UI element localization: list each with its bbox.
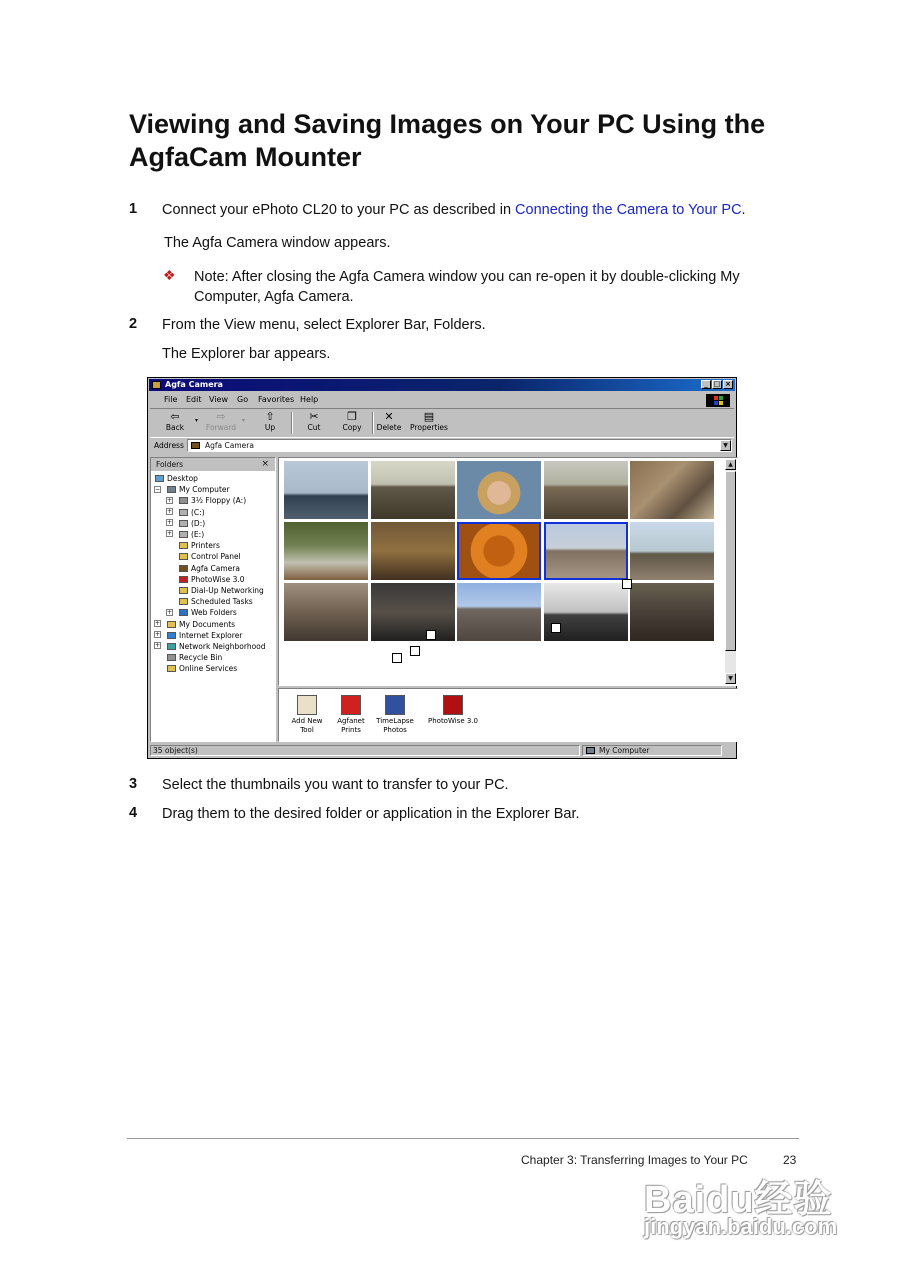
tree-item-label: Web Folders [191, 608, 237, 618]
cross-reference-link[interactable]: Connecting the Camera to Your PC [515, 202, 742, 218]
tool-label: TimeLapse [376, 717, 414, 725]
address-value: Agfa Camera [205, 441, 254, 450]
cut-label: Cut [307, 423, 321, 432]
page-number: 23 [783, 1153, 797, 1167]
menu-edit[interactable]: Edit [186, 395, 202, 404]
tree-item[interactable] [179, 508, 205, 518]
copy-icon: ❐ [347, 410, 357, 423]
tree-item-label: Dial-Up Networking [191, 586, 264, 595]
forward-dropdown-icon[interactable]: ▾ [242, 417, 246, 424]
address-field[interactable] [187, 439, 732, 452]
step-text: Select the thumbnails you want to transfer to your PC. [162, 777, 509, 793]
tree-item-label: Desktop [167, 474, 198, 483]
step-text-part: . [741, 202, 746, 218]
scroll-thumb[interactable] [725, 471, 736, 651]
menu-bar [150, 393, 734, 407]
note-text: Note: After closing the Agfa Camera window you can re-open it by double-clicking My Computer, Agfa Camera. [194, 269, 740, 305]
agfa-logo-icon [341, 695, 361, 715]
folder-icon [167, 621, 176, 628]
photo-thumbnail[interactable] [371, 461, 455, 519]
copy-label: Copy [342, 423, 362, 432]
scissors-icon: ✂ [309, 410, 319, 423]
address-label: Address [154, 441, 184, 450]
delete-x-icon: ✕ [384, 410, 394, 423]
step-result: The Agfa Camera window appears. [164, 235, 391, 251]
expand-icon[interactable]: + [167, 530, 173, 537]
photo-thumbnail[interactable] [284, 583, 368, 641]
drag-cursor-icon [551, 623, 561, 633]
tree-item[interactable] [179, 519, 205, 529]
folder-icon [179, 531, 188, 538]
photo-thumbnail[interactable] [457, 522, 541, 580]
tool-label: Photos [383, 726, 407, 734]
expand-icon[interactable]: + [167, 508, 173, 515]
folder-icon [167, 632, 176, 639]
tree-item-label: PhotoWise 3.0 [191, 574, 245, 584]
folder-icon [179, 553, 188, 560]
tool-timelapse-photos[interactable] [371, 695, 419, 735]
step-text: Drag them to the desired folder or application in the Explorer Bar. [162, 806, 580, 822]
expand-icon[interactable]: + [155, 620, 161, 627]
step-result: The Explorer bar appears. [162, 346, 331, 362]
expand-icon[interactable]: + [167, 497, 173, 504]
step-number: 4 [129, 805, 138, 821]
delete-button[interactable] [372, 410, 406, 436]
tree-item-label: (E:) [191, 530, 205, 539]
status-location-text: My Computer [599, 746, 650, 755]
thumbnail-view [278, 457, 738, 686]
photo-thumbnail[interactable] [284, 522, 368, 580]
properties-label: Properties [410, 423, 448, 432]
tree-item-label: 3½ Floppy (A:) [191, 496, 247, 506]
tool-add-new[interactable] [283, 695, 331, 735]
my-computer-icon [586, 747, 595, 754]
collapse-icon[interactable]: − [155, 486, 161, 493]
expand-icon[interactable]: + [155, 631, 161, 638]
drag-cursor-icon [426, 630, 436, 640]
window-title: Agfa Camera [165, 380, 223, 389]
tree-item[interactable] [167, 485, 230, 495]
delete-label: Delete [376, 423, 402, 432]
expand-icon[interactable]: + [167, 609, 173, 616]
photo-thumbnail[interactable] [544, 461, 628, 519]
forward-arrow-icon: ⇨ [216, 410, 226, 423]
properties-icon: ▤ [423, 410, 435, 423]
folder-icon [179, 542, 188, 549]
copy-button[interactable] [335, 410, 369, 436]
photo-thumbnail[interactable] [630, 522, 714, 580]
tree-item-label: Agfa Camera [191, 563, 240, 573]
tree-item-label: (C:) [191, 507, 205, 517]
close-button[interactable]: × [723, 380, 733, 389]
tree-item[interactable] [179, 552, 241, 562]
step-text: From the View menu, select Explorer Bar, Folders. [162, 317, 486, 333]
watermark-logo-text: Baidu经验 [644, 1179, 833, 1221]
photo-thumbnail[interactable] [630, 461, 714, 519]
menu-favorites[interactable]: Favorites [258, 395, 295, 404]
tree-item-label: Network Neighborhood [179, 642, 266, 651]
folders-pane [150, 457, 276, 742]
footer-chapter: Chapter 3: Transferring Images to Your PC [521, 1153, 748, 1167]
folder-icon [179, 598, 188, 605]
windows-logo-icon [706, 394, 730, 407]
toolbar [150, 408, 734, 438]
folder-icon [179, 520, 188, 527]
back-arrow-icon: ⇦ [170, 410, 180, 423]
menu-go[interactable]: Go [237, 395, 249, 404]
tool-agfanet-prints[interactable] [327, 695, 375, 735]
up-folder-icon: ⇧ [265, 410, 275, 423]
photo-thumbnail[interactable] [371, 583, 455, 641]
folders-header [151, 458, 275, 471]
tree-item-label: My Documents [179, 619, 236, 629]
folder-icon [155, 475, 164, 482]
address-dropdown-icon[interactable]: ▼ [720, 440, 731, 451]
cut-button[interactable] [297, 410, 331, 436]
toolbar-separator [291, 412, 293, 434]
folder-icon [167, 643, 176, 650]
tree-item[interactable] [179, 541, 220, 551]
tree-item-label: Scheduled Tasks [191, 597, 253, 607]
folders-title: Folders [156, 460, 184, 469]
agfa-camera-window [147, 377, 737, 759]
photo-thumbnail[interactable] [630, 583, 714, 641]
folder-icon [167, 665, 176, 672]
tree-item-label: Control Panel [191, 552, 241, 562]
tree-item[interactable] [179, 496, 246, 506]
tool-label: Prints [341, 726, 361, 734]
status-object-count: 35 object(s) [150, 745, 580, 756]
timelapse-camera-icon [385, 695, 405, 715]
tree-item-label: Recycle Bin [179, 653, 223, 663]
tool-label: Agfanet [337, 717, 365, 725]
footer-divider [127, 1138, 799, 1139]
folder-icon [167, 654, 176, 661]
camera-app-icon [152, 381, 161, 389]
step-number: 3 [129, 776, 138, 792]
tool-label: Tool [300, 726, 314, 734]
tree-item-label: Printers [191, 541, 220, 551]
tree-item[interactable] [179, 575, 245, 585]
drag-cursor-icon [622, 579, 632, 589]
step-number: 2 [129, 316, 138, 332]
expand-icon[interactable]: + [155, 642, 161, 649]
vertical-scrollbar[interactable] [725, 459, 736, 684]
forward-button[interactable] [204, 410, 238, 436]
title-bar [149, 379, 735, 391]
camera-folder-icon [191, 442, 200, 449]
menu-help[interactable]: Help [300, 395, 319, 404]
drag-cursor-icon [410, 646, 420, 656]
tree-item[interactable] [167, 620, 235, 630]
tree-item-label: Internet Explorer [179, 630, 243, 640]
tool-label: Add New [291, 717, 323, 725]
tree-item[interactable] [167, 653, 222, 663]
tree-item[interactable] [167, 631, 242, 641]
menu-view[interactable]: View [209, 395, 228, 404]
tree-item-label: My Computer [179, 485, 230, 495]
back-button[interactable] [158, 410, 192, 436]
baidu-watermark [640, 1168, 850, 1248]
expand-icon[interactable]: + [167, 519, 173, 526]
maximize-button[interactable]: □ [713, 380, 721, 388]
minimize-button[interactable]: _ [701, 380, 711, 389]
back-dropdown-icon[interactable]: ▾ [195, 417, 199, 424]
tree-item[interactable] [167, 642, 266, 652]
note-bullet-icon: ❖ [163, 267, 176, 283]
step-text-part: Connect your ePhoto CL20 to your PC as described in [162, 202, 516, 218]
folder-icon [179, 587, 188, 594]
step-text [162, 200, 746, 220]
up-label: Up [264, 423, 276, 432]
tree-item[interactable] [179, 564, 240, 574]
folder-icon [179, 509, 188, 516]
tool-label: PhotoWise 3.0 [428, 717, 478, 725]
menu-file[interactable]: File [164, 395, 178, 404]
tree-item[interactable] [179, 608, 237, 618]
page-title: Viewing and Saving Images on Your PC Using the AgfaCam Mounter [129, 109, 766, 172]
folder-icon [179, 497, 188, 504]
photo-thumbnail[interactable] [544, 522, 628, 580]
watermark-url: jingyan.baidu.com [644, 1214, 838, 1239]
add-tool-icon [297, 695, 317, 715]
tree-item[interactable] [167, 664, 237, 674]
forward-label: Forward [205, 423, 237, 432]
tree-item[interactable] [179, 597, 253, 607]
close-folders-icon[interactable]: × [261, 459, 269, 469]
photo-thumbnail[interactable] [457, 583, 541, 641]
photo-thumbnail[interactable] [371, 522, 455, 580]
folder-icon [179, 565, 188, 572]
drag-cursor-icon [392, 653, 402, 663]
folder-icon [167, 486, 176, 493]
tree-item[interactable] [155, 474, 198, 484]
back-label: Back [165, 423, 185, 432]
tree-item-label: (D:) [191, 518, 206, 528]
status-location [582, 745, 722, 756]
scroll-up-icon[interactable]: ▲ [725, 459, 736, 470]
tree-item-label: Online Services [179, 664, 238, 674]
up-button[interactable] [253, 410, 287, 436]
folder-icon [179, 609, 188, 616]
tree-item[interactable] [179, 586, 264, 596]
folder-icon [179, 576, 188, 583]
tools-pane [278, 688, 738, 742]
photo-thumbnail[interactable] [284, 461, 368, 519]
properties-button[interactable] [409, 410, 449, 436]
address-bar [150, 438, 734, 453]
step-number: 1 [129, 201, 138, 217]
status-bar [150, 744, 734, 757]
tree-item[interactable] [179, 530, 204, 540]
scroll-down-icon[interactable]: ▼ [725, 673, 736, 684]
photo-thumbnail[interactable] [457, 461, 541, 519]
photowise-icon [443, 695, 463, 715]
tool-photowise[interactable] [425, 695, 481, 726]
